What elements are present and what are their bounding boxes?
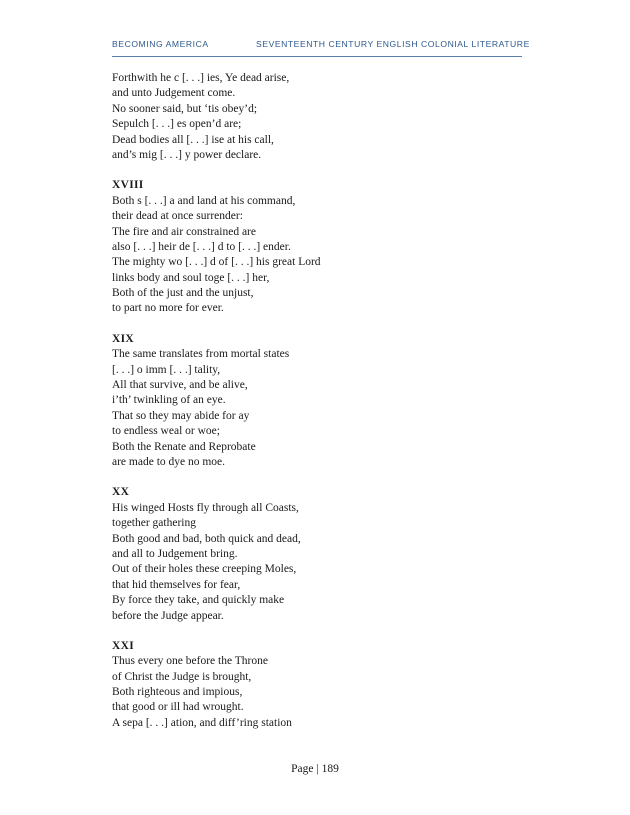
poem-line: No sooner said, but ‘tis obey’d; [112, 102, 258, 115]
poem-line: Out of their holes these creeping Moles, [112, 563, 297, 576]
running-header [112, 39, 530, 53]
poem-line: that good or ill had wrought. [112, 701, 244, 714]
poem-line: and all to Judgement bring. [112, 547, 238, 560]
poem-line: All that survive, and be alive, [112, 379, 248, 392]
stanza-heading: XX [112, 486, 130, 499]
poem-body [112, 71, 512, 731]
poem-line: Thus every one before the Throne [112, 655, 268, 668]
poem-line: their dead at once surrender: [112, 210, 243, 223]
header-book-title: BECOMING AMERICA [112, 39, 209, 49]
stanza-xvii-continued [112, 71, 512, 163]
stanza-heading: XXI [112, 639, 134, 652]
poem-line: also [. . .] heir de [. . .] d to [. . .] ender. [112, 240, 291, 253]
page-number: Page | 189 [291, 763, 339, 775]
poem-line: The fire and air constrained are [112, 225, 256, 238]
stanza-heading: XVIII [112, 179, 144, 192]
stanza-xxi [112, 639, 512, 731]
poem-line: to part no more for ever. [112, 302, 224, 315]
stanza-xviii [112, 178, 512, 317]
poem-line: and unto Judgement come. [112, 87, 236, 100]
poem-line: Dead bodies all [. . .] ise at his call, [112, 133, 274, 146]
poem-line: Sepulch [. . .] es open’d are; [112, 118, 242, 131]
poem-line: Both s [. . .] a and land at his command, [112, 194, 296, 207]
poem-line: i’th’ twinkling of an eye. [112, 394, 226, 407]
poem-line: to endless weal or woe; [112, 425, 220, 438]
poem-line: and’s mig [. . .] y power declare. [112, 148, 262, 161]
poem-line: Forthwith he c [. . .] ies, Ye dead arise, [112, 72, 290, 84]
stanza-xix [112, 332, 512, 471]
poem-line: His winged Hosts fly through all Coasts, [112, 501, 299, 514]
poem-line: [. . .] o imm [. . .] tality, [112, 363, 221, 376]
poem-line: Both good and bad, both quick and dead, [112, 532, 301, 545]
poem-line: are made to dye no moe. [112, 455, 226, 468]
poem-line: together gathering [112, 517, 196, 530]
poem-line: The same translates from mortal states [112, 348, 290, 361]
poem-line: Both righteous and impious, [112, 686, 243, 699]
poem-line: links body and soul toge [. . .] her, [112, 271, 270, 284]
poem-line: By force they take, and quickly make [112, 594, 285, 607]
poem-line: that hid themselves for fear, [112, 578, 241, 591]
poem-line: Both of the just and the unjust, [112, 287, 254, 300]
stanza-heading: XIX [112, 332, 134, 345]
poem-line: A sepa [. . .] ation, and diff’ring station [112, 716, 292, 729]
poem-line: The mighty wo [. . .] d of [. . .] his great Lord [112, 256, 321, 269]
poem-line: before the Judge appear. [112, 609, 224, 622]
poem-line: of Christ the Judge is brought, [112, 670, 252, 683]
stanza-xx [112, 485, 512, 624]
poem-line: That so they may abide for ay [112, 409, 250, 422]
header-rule [112, 56, 522, 57]
poem-line: Both the Renate and Reprobate [112, 440, 256, 453]
header-section-title: SEVENTEENTH CENTURY ENGLISH COLONIAL LITERATURE [256, 39, 530, 49]
